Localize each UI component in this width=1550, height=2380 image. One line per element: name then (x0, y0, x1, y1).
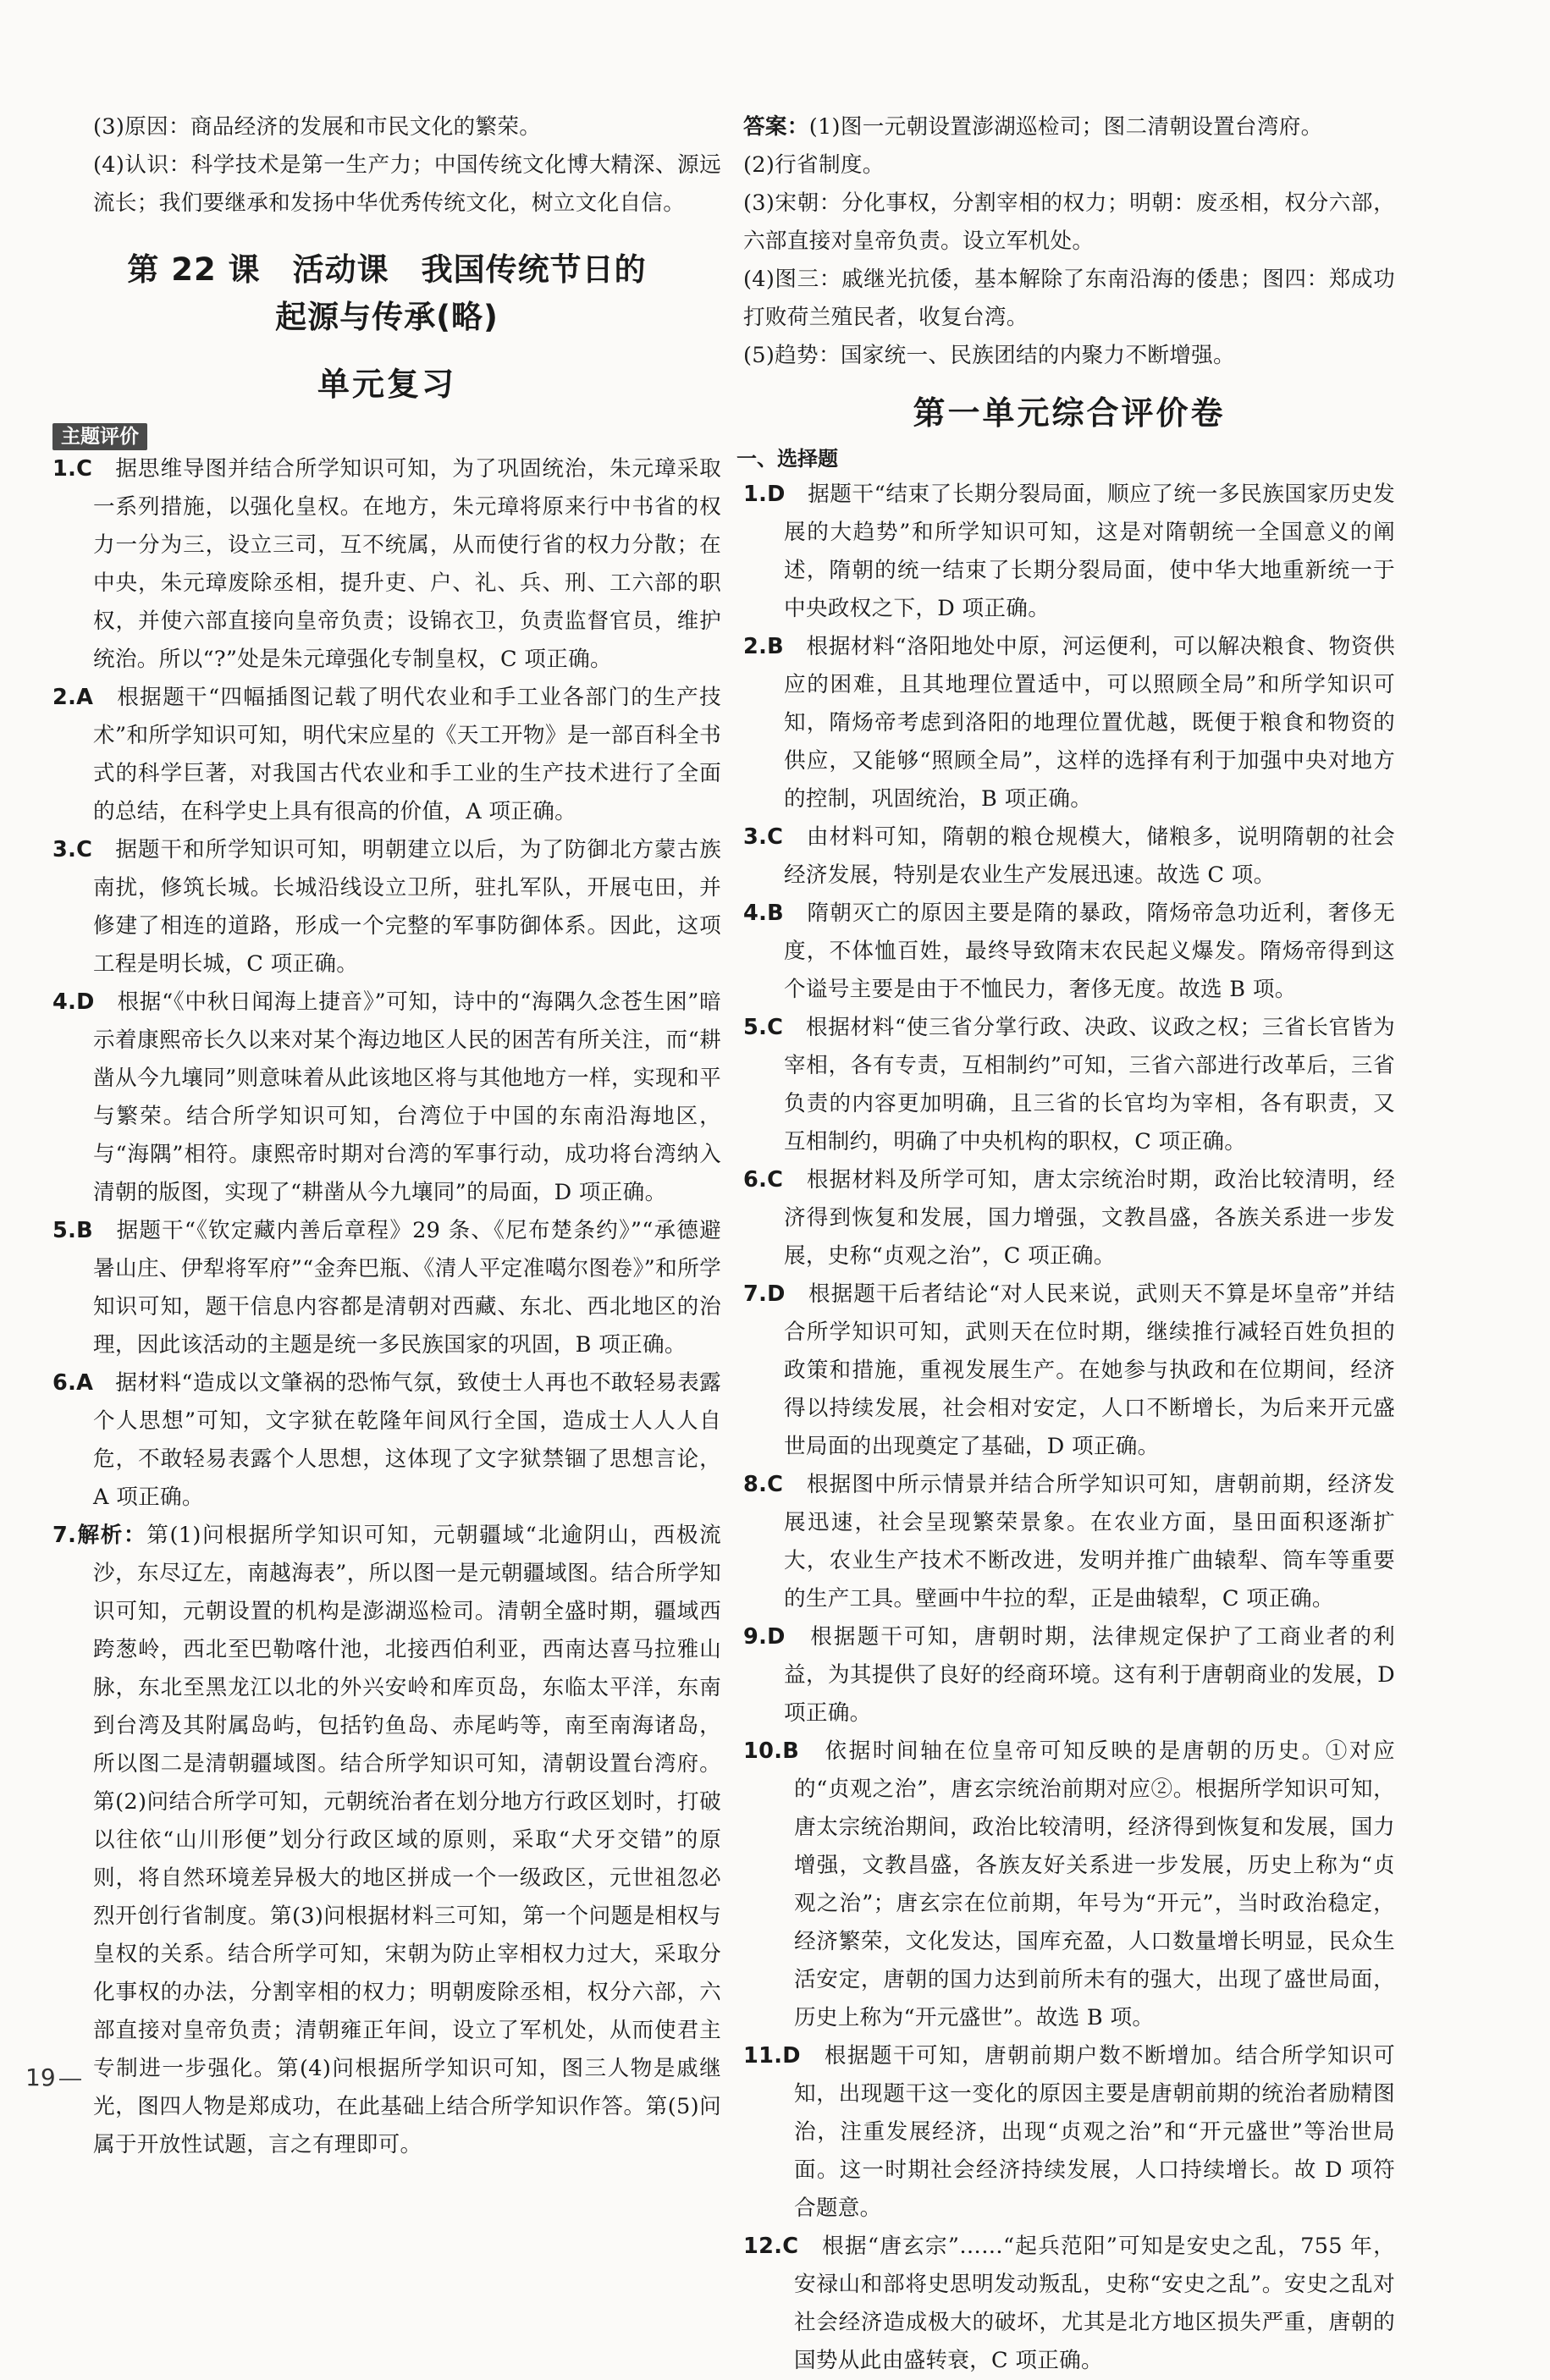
right-item-7-num: 7.D (743, 1281, 786, 1307)
left-item-6-num: 6.A (52, 1370, 94, 1396)
right-item-9 (743, 1618, 1395, 1733)
unit-review-heading: 单元复习 (317, 366, 456, 403)
theme-evaluation-tag: 主题评价 (52, 423, 147, 450)
left-item-5-text: 据题干“《钦定藏内善后章程》29 条、《尼布楚条约》”“承德避暑山庄、伊犁将军府”“金奔巴瓶、《清人平定准噶尔图卷》”和所学知识可知，题干信息内容都是清朝对西藏、东北、西北地区的治理，因此该活动的主题是统一多民族国家的巩固，B 项正确。 (93, 1218, 721, 1358)
right-item-7 (743, 1275, 1395, 1466)
left-item-2 (52, 679, 721, 831)
right-item-4-text: 隋朝灭亡的原因主要是隋的暴政，隋炀帝急功近利，奢侈无度，不体恤百姓，最终导致隋末农民起义爆发。隋炀帝得到这个谥号主要是由于不恤民力，奢侈无度。故选 B 项。 (784, 901, 1395, 1002)
right-item-8-text: 根据图中所示情景并结合所学知识可知，唐朝前期，经济发展迅速，社会呈现繁荣景象。在农业方面，垦田面积逐渐扩大，农业生产技术不断改进，发明并推广曲辕犁、筒车等重要的生产工具。壁画中牛拉的犁，正是曲辕犁，C 项正确。 (784, 1472, 1395, 1611)
right-item-3-text: 由材料可知，隋朝的粮仓规模大，储粮多，说明隋朝的社会经济发展，特别是农业生产发展迅速。故选 C 项。 (784, 824, 1395, 888)
right-item-5-num: 5.C (743, 1015, 784, 1040)
left-item-2-num: 2.A (52, 685, 94, 710)
page-number: 19 (25, 2063, 56, 2091)
left-item-6-text: 据材料“造成以文肇祸的恐怖气氛，致使士人再也不敢轻易表露个人思想”可知，文字狱在乾隆年间风行全国，造成士人人人自危，不敢轻易表露个人思想，这体现了文字狱禁锢了思想言论，A 项正确。 (93, 1370, 721, 1510)
right-item-1 (743, 476, 1395, 628)
answer-line-3: (3)宋朝：分化事权，分割宰相的权力；明朝：废丞相，权分六部，六部直接对皇帝负责。设立军机处。 (743, 190, 1395, 254)
right-item-6 (743, 1161, 1395, 1275)
lesson-22-title (52, 246, 721, 341)
right-item-11-text: 根据题干可知，唐朝前期户数不断增加。结合所学知识可知，出现题干这一变化的原因主要是唐朝前期的统治者励精图治，注重发展经济，出现“贞观之治”和“开元盛世”等治世局面。这一时期社会经济持续发展，人口持续增长。故 D 项符合题意。 (794, 2043, 1395, 2221)
right-item-3 (743, 818, 1395, 895)
right-item-11 (743, 2037, 1395, 2228)
right-item-5-text: 根据材料“使三省分掌行政、决政、议政之权；三省长官皆为宰相，各有专责，互相制约”可知，三省六部进行改革后，三省负责的内容更加明确，且三省的长官均为宰相，各有职责，又互相制约，明确了中央机构的职权，C 项正确。 (784, 1015, 1395, 1154)
answer-1: (1)图一元朝设置澎湖巡检司；图二清朝设置台湾府。 (808, 114, 1323, 140)
right-item-5 (743, 1009, 1395, 1161)
unit-test-heading: 第一单元综合评价卷 (913, 394, 1226, 432)
right-item-12-num: 12.C (743, 2234, 799, 2259)
right-item-2-num: 2.B (743, 634, 784, 659)
intro-line-3: (3)原因：商品经济的发展和市民文化的繁荣。 (93, 114, 542, 140)
section-choice-heading: 一、选择题 (736, 447, 838, 471)
right-item-12-text: 根据“唐玄宗”……“起兵范阳”可知是安史之乱，755 年，安禄山和部将史思明发动叛乱，史称“安史之乱”。安史之乱对社会经济造成极大的破坏，尤其是北方地区损失严重，唐朝的国势从此由盛转衰，C 项正确。 (794, 2234, 1395, 2373)
right-column (736, 108, 1395, 2380)
left-item-3-text: 据题干和所学知识可知，明朝建立以后，为了防御北方蒙古族南扰，修筑长城。长城沿线设立卫所，驻扎军队，开展屯田，并修建了相连的道路，形成一个完整的军事防御体系。因此，这项工程是明长城，C 项正确。 (93, 837, 721, 977)
right-item-2-text: 根据材料“洛阳地处中原，河运便利，可以解决粮食、物资供应的困难，且其地理位置适中，可以照顾全局”和所学知识可知，隋炀帝考虑到洛阳的地理位置优越，既便于粮食和物资的供应，又能够“照顾全局”，这样的选择有利于加强中央对地方的控制，巩固统治，B 项正确。 (784, 634, 1395, 812)
left-item-1 (52, 450, 721, 679)
left-item-1-text: 据思维导图并结合所学知识可知，为了巩固统治，朱元璋采取一系列措施，以强化皇权。在地方，朱元璋将原来行中书省的权力一分为三，设立三司，互不统属，从而使行省的权力分散；在中央，朱元璋废除丞相，提升吏、户、礼、兵、刑、工六部的职权，并使六部直接向皇帝负责；设锦衣卫，负责监督官员，维护统治。所以“?”处是朱元璋强化专制皇权，C 项正确。 (93, 456, 721, 672)
answer-line-4: (4)图三：戚继光抗倭，基本解除了东南沿海的倭患；图四：郑成功打败荷兰殖民者，收复台湾。 (743, 267, 1395, 330)
left-item-1-num: 1.C (52, 456, 93, 482)
left-item-6 (52, 1364, 721, 1517)
left-item-7 (52, 1517, 721, 2164)
right-item-8-num: 8.C (743, 1472, 784, 1497)
left-item-4-text: 根据“《中秋日闻海上捷音》”可知，诗中的“海隅久念苍生困”暗示着康熙帝长久以来对某个海边地区人民的困苦有所关注，而“耕凿从今九壤同”则意味着从此该地区将与其他地方一样，实现和平与繁荣。结合所学知识可知，台湾位于中国的东南沿海地区，与“海隅”相符。康熙帝时期对台湾的军事行动，成功将台湾纳入清朝的版图，实现了“耕凿从今九壤同”的局面，D 项正确。 (93, 989, 721, 1205)
right-item-10-num: 10.B (743, 1738, 800, 1764)
page-number-dash (59, 2079, 81, 2080)
right-item-11-num: 11.D (743, 2043, 801, 2069)
answer-line-1 (743, 108, 1395, 146)
answer-label: 答案： (743, 114, 809, 140)
right-item-8 (743, 1466, 1395, 1618)
lesson-title-line-2: 起源与传承(略) (275, 299, 499, 335)
left-item-4 (52, 983, 721, 1212)
right-item-6-text: 根据材料及所学可知，唐太宗统治时期，政治比较清明，经济得到恢复和发展，国力增强，文教昌盛，各族关系进一步发展，史称“贞观之治”，C 项正确。 (784, 1167, 1395, 1269)
intro-line-4: (4)认识：科学技术是第一生产力；中国传统文化博大精深、源远流长；我们要继承和发扬中华优秀传统文化，树立文化自信。 (93, 152, 721, 216)
right-item-4-num: 4.B (743, 901, 784, 926)
right-item-3-num: 3.C (743, 824, 784, 850)
right-item-6-num: 6.C (743, 1167, 784, 1193)
lesson-title-line-1: 第 22 课 活动课 我国传统节日的 (127, 251, 647, 288)
right-item-4 (743, 895, 1395, 1009)
left-item-5 (52, 1212, 721, 1364)
right-item-12 (743, 2228, 1395, 2380)
answer-line-5: (5)趋势：国家统一、民族团结的内聚力不断增强。 (743, 343, 1235, 368)
right-item-9-text: 根据题干可知，唐朝时期，法律规定保护了工商业者的利益，为其提供了良好的经商环境。这有利于唐朝商业的发展，D 项正确。 (784, 1624, 1395, 1726)
right-item-10-text: 依据时间轴在位皇帝可知反映的是唐朝的历史。①对应的“贞观之治”，唐玄宗统治前期对应②。根据所学知识可知，唐太宗统治期间，政治比较清明，经济得到恢复和发展，国力增强，文教昌盛，各族友好关系进一步发展，历史上称为“贞观之治”；唐玄宗在位前期，年号为“开元”，当时政治稳定，经济繁荣，文化发达，国库充盈，人口数量增长明显，民众生活安定，唐朝的国力达到前所未有的强大，出现了盛世局面，历史上称为“开元盛世”。故选 B 项。 (794, 1738, 1395, 2030)
answer-line-2: (2)行省制度。 (743, 152, 885, 178)
left-item-4-num: 4.D (52, 989, 95, 1015)
right-item-1-text: 据题干“结束了长期分裂局面，顺应了统一多民族国家历史发展的大趋势”和所学知识可知，这是对隋朝统一全国意义的阐述，隋朝的统一结束了长期分裂局面，使中华大地重新统一于中央政权之下，D 项正确。 (784, 482, 1395, 621)
left-item-3-num: 3.C (52, 837, 93, 862)
right-item-2 (743, 628, 1395, 818)
right-item-7-text: 根据题干后者结论“对人民来说，武则天不算是坏皇帝”并结合所学知识可知，武则天在位时期，继续推行减轻百姓负担的政策和措施，重视发展生产。在她参与执政和在位期间，经济得以持续发展，社会相对安定，人口不断增长，为后来开元盛世局面的出现奠定了基础，D 项正确。 (784, 1281, 1395, 1459)
right-item-1-num: 1.D (743, 482, 786, 507)
left-item-5-num: 5.B (52, 1218, 93, 1243)
left-column (52, 108, 721, 2164)
left-item-7-text: 第(1)问根据所学知识可知，元朝疆域“北逾阴山，西极流沙，东尽辽左，南越海表”，所以图一是元朝疆域图。结合所学知识可知，元朝设置的机构是澎湖巡检司。清朝全盛时期，疆域西跨葱岭，西北至巴勒喀什池，北接西伯利亚，西南达喜马拉雅山脉，东北至黑龙江以北的外兴安岭和库页岛，东临太平洋，东南到台湾及其附属岛屿，包括钓鱼岛、赤尾屿等，南至南海诸岛，所以图二是清朝疆域图。结合所学知识可知，清朝设置台湾府。第(2)问结合所学可知，元朝统治者在划分地方行政区划时，打破以往依“山川形便”划分行政区域的原则，采取“犬牙交错”的原则，将自然环境差异极大的地区拼成一个一级政区，元世祖忽必烈开创行省制度。第(3)问根据材料三可知，第一个问题是相权与皇权的关系。结合所学可知，宋朝为防止宰相权力过大，采取分化事权的办法，分割宰相的权力；明朝废除丞相，权分六部，六部直接对皇帝负责；清朝雍正年间，设立了军机处，从而使君主专制进一步强化。第(4)问根据所学知识可知，图三人物是戚继光，图四人物是郑成功，在此基础上结合所学知识作答。第(5)问属于开放性试题，言之有理即可。 (93, 1523, 721, 2157)
right-item-10 (743, 1733, 1395, 2037)
right-item-9-num: 9.D (743, 1624, 786, 1650)
left-item-2-text: 根据题干“四幅插图记载了明代农业和手工业各部门的生产技术”和所学知识可知，明代宋应星的《天工开物》是一部百科全书式的科学巨著，对我国古代农业和手工业的生产技术进行了全面的总结，在科学史上具有很高的价值，A 项正确。 (93, 685, 721, 824)
left-item-7-num: 7.解析： (52, 1523, 147, 1548)
left-item-3 (52, 831, 721, 983)
